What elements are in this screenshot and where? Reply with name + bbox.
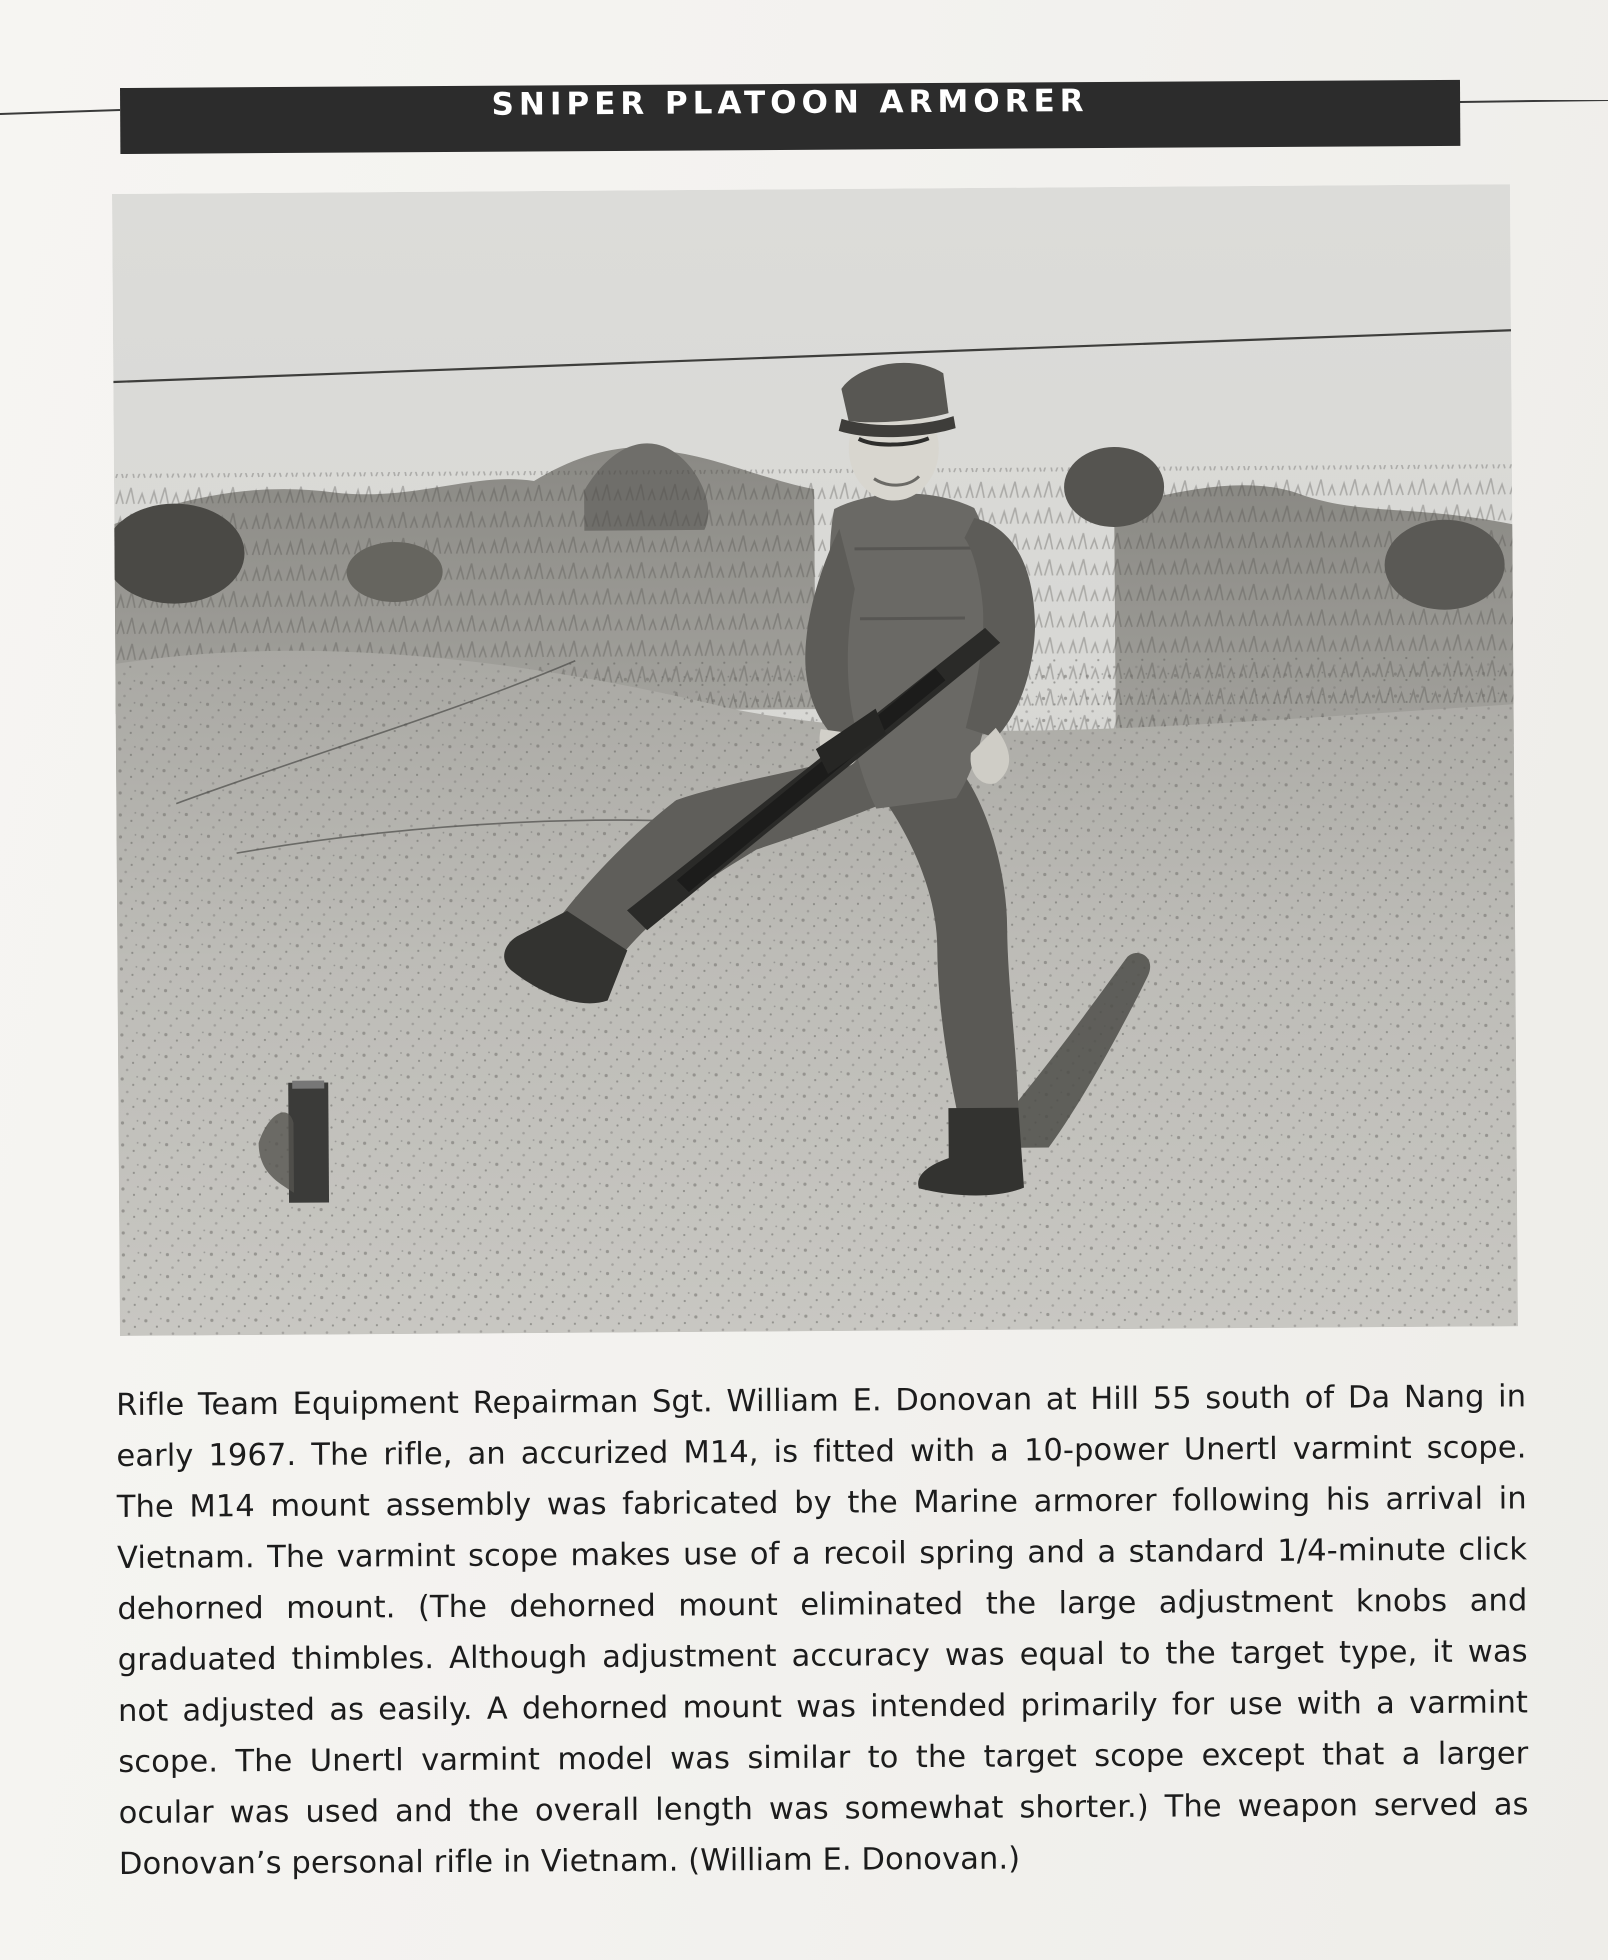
section-header-title: SNIPER PLATOON ARMORER (491, 83, 1089, 123)
photo-caption (116, 1371, 1529, 1890)
marine-with-rifle-photo (112, 184, 1518, 1336)
caption-line: The M14 mount assembly was fabricated by the Marine armorer following his arrival in (116, 1481, 1527, 1525)
photograph (112, 184, 1518, 1336)
caption-line: early 1967. The rifle, an accurized M14, is fitted with a 10-power Unertl varmint scope. (116, 1430, 1527, 1474)
caption-line: Rifle Team Equipment Repairman Sgt. William E. Donovan at Hill 55 south of Da Nang in (116, 1379, 1527, 1423)
section-header-bar (120, 80, 1460, 154)
caption-line: Vietnam. The varmint scope makes use of a recoil spring and a standard 1/4-minute click (116, 1532, 1528, 1576)
caption-line: not adjusted as easily. A dehorned mount was intended primarily for use with a varmint (117, 1685, 1529, 1729)
caption-line: scope. The Unertl varmint model was similar to the target scope except that a larger (118, 1736, 1529, 1780)
caption-line: Donovan’s personal rifle in Vietnam. (William E. Donovan.) (118, 1841, 1021, 1882)
caption-line: ocular was used and the overall length was somewhat shorter.) The weapon served as (118, 1787, 1529, 1831)
caption-line: dehorned mount. (The dehorned mount eliminated the large adjustment knobs and (117, 1583, 1528, 1627)
caption-line: graduated thimbles. Although adjustment accuracy was equal to the target type, it was (117, 1634, 1528, 1678)
